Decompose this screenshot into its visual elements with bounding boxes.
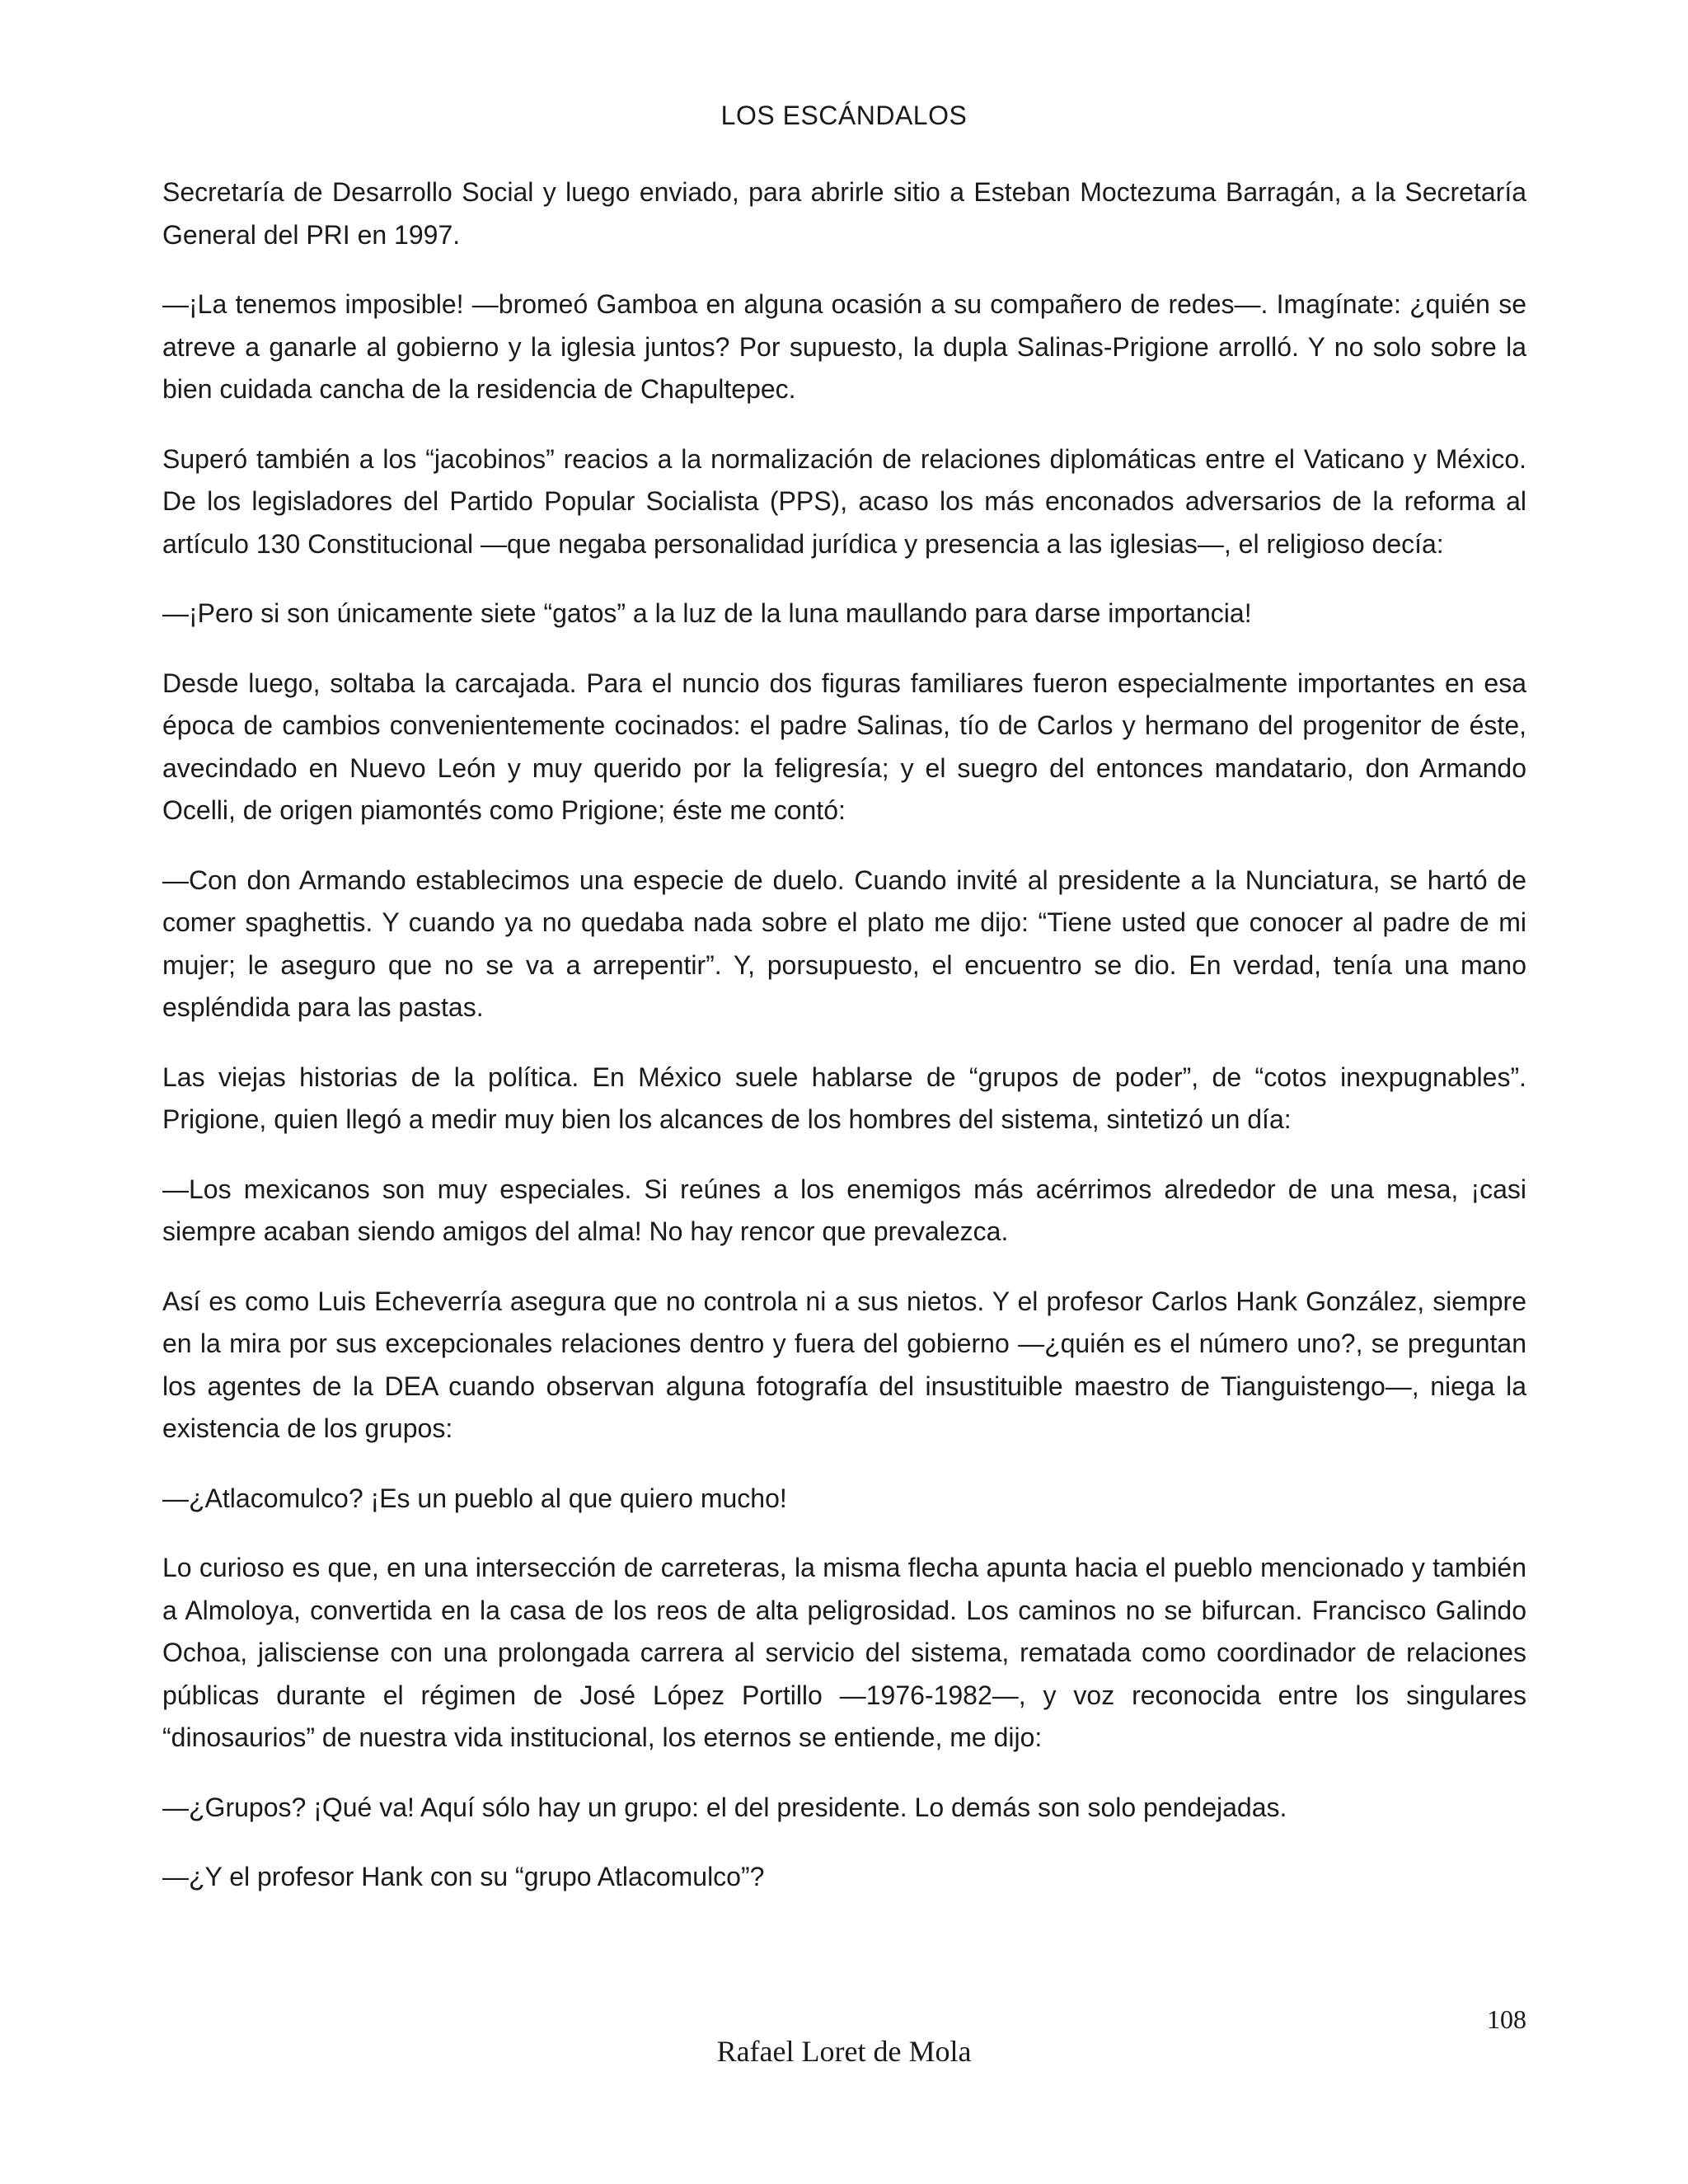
paragraph: Desde luego, soltaba la carcajada. Para el nuncio dos figuras familiares fueron especialmente importantes en esa época de cambios convenientemente cocinados: el padre Salinas, tío de Carlos y hermano del progenitor de éste, avecindado en Nuevo León y muy querido por la feligresía; y el suegro del entonces mandatario, don Armando Ocelli, de origen piamontés como Prigione; éste me contó: xyxy=(162,668,1526,825)
paragraph: —Los mexicanos son muy especiales. Si reúnes a los enemigos más acérrimos alrededor de una mesa, ¡casi siempre acaban siendo amigos del alma! No hay rencor que prevalezca. xyxy=(162,1174,1526,1246)
paragraph: Las viejas historias de la política. En México suele hablarse de “grupos de poder”, de “cotos inexpugnables”. Prigione, quien llegó a medir muy bien los alcances de los hombres del sistema, sintetizó un día: xyxy=(162,1062,1526,1134)
body-text xyxy=(162,171,1526,1926)
running-header: LOS ESCÁNDALOS xyxy=(720,101,968,130)
paragraph: —¿Y el profesor Hank con su “grupo Atlacomulco”? xyxy=(162,1862,765,1891)
page-number: 108 xyxy=(1487,2004,1526,2034)
paragraph: —¿Grupos? ¡Qué va! Aquí sólo hay un grupo: el del presidente. Lo demás son solo pendejadas. xyxy=(162,1792,1287,1822)
paragraph: —Con don Armando establecimos una especie de duelo. Cuando invité al presidente a la Nunciatura, se hartó de comer spaghettis. Y cuando ya no quedaba nada sobre el plato me dijo: “Tiene usted que conocer al padre de mi mujer; le aseguro que no se va a arrepentir”. Y, porsupuesto, el encuentro se dio. En verdad, tenía una mano espléndida para las pastas. xyxy=(162,865,1526,1022)
paragraph: Secretaría de Desarrollo Social y luego enviado, para abrirle sitio a Esteban Moctezuma Barragán, a la Secretaría General del PRI en 1997. xyxy=(162,177,1526,250)
paragraph: Lo curioso es que, en una intersección de carreteras, la misma flecha apunta hacia el pueblo mencionado y también a Almoloya, convertida en la casa de los reos de alta peligrosidad. Los caminos no se bifurcan. Francisco Galindo Ochoa, jalisciense con una prolongada carrera al servicio del sistema, rematada como coordinador de relaciones públicas durante el régimen de José López Portillo —1976-1982—, y voz reconocida entre los singulares “dinosaurios” de nuestra vida institucional, los eternos se entiende, me dijo: xyxy=(162,1553,1526,1752)
paragraph: —¡Pero si son únicamente siete “gatos” a la luz de la luna maullando para darse importancia! xyxy=(162,598,1252,628)
paragraph: —¿Atlacomulco? ¡Es un pueblo al que quiero mucho! xyxy=(162,1483,787,1513)
paragraph: —¡La tenemos imposible! —bromeó Gamboa en alguna ocasión a su compañero de redes—. Imagínate: ¿quién se atreve a ganarle al gobierno y la iglesia juntos? Por supuesto, la dupla Salinas-Prigione arrolló. Y no solo sobre la bien cuidada cancha de la residencia de Chapultepec. xyxy=(162,289,1526,404)
author-footer: Rafael Loret de Mola xyxy=(716,2035,972,2068)
paragraph: Superó también a los “jacobinos” reacios a la normalización de relaciones diplomáticas entre el Vaticano y México. De los legisladores del Partido Popular Socialista (PPS), acaso los más enconados adversarios de la reforma al artículo 130 Constitucional —que negaba personalidad jurídica y presencia a las iglesias—, el religioso decía: xyxy=(162,443,1526,559)
paragraph: Así es como Luis Echeverría asegura que no controla ni a sus nietos. Y el profesor Carlos Hank González, siempre en la mira por sus excepcionales relaciones dentro y fuera del gobierno —¿quién es el número uno?, se preguntan los agentes de la DEA cuando observan alguna fotografía del insustituible maestro de Tianguistengo—, niega la existencia de los grupos: xyxy=(162,1286,1526,1443)
